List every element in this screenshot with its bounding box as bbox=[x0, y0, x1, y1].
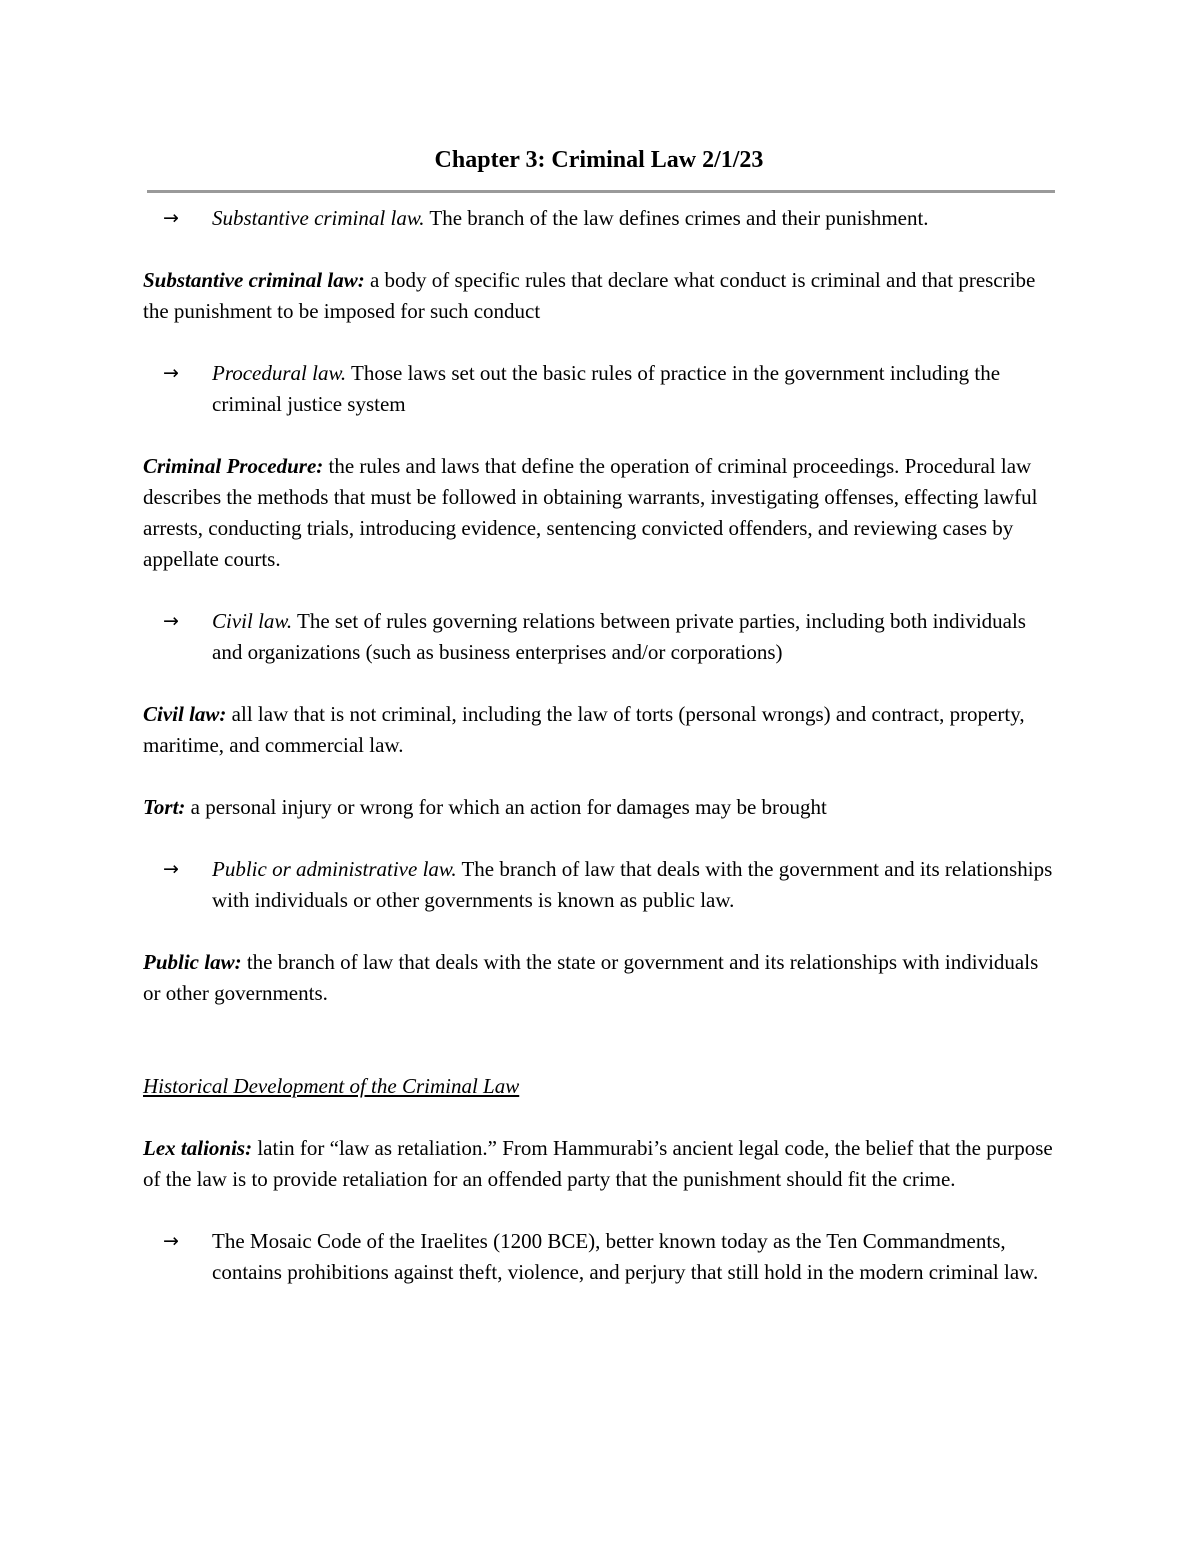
definition-term: Criminal Procedure: bbox=[143, 454, 324, 478]
bullet-substantive-law bbox=[143, 203, 1055, 234]
section-heading: Historical Development of the Criminal Law bbox=[143, 1074, 520, 1098]
arrow-bullet-icon: → bbox=[163, 858, 179, 880]
definition-term: Public law: bbox=[143, 950, 242, 974]
arrow-bullet-icon: → bbox=[163, 207, 179, 229]
bullet-text: The branch of law that deals with the government and its relationships with individuals or other governments is known as public law. bbox=[212, 857, 1053, 912]
arrow-bullet-icon: → bbox=[163, 362, 179, 384]
bullet-term: Civil law. bbox=[212, 609, 293, 633]
definition-text: a personal injury or wrong for which an action for damages may be brought bbox=[185, 795, 827, 819]
definition-tort bbox=[143, 792, 1055, 823]
definition-term: Substantive criminal law: bbox=[143, 268, 365, 292]
definition-public-law bbox=[143, 947, 1055, 1009]
definition-criminal-procedure bbox=[143, 451, 1055, 575]
bullet-text: The branch of the law defines crimes and their punishment. bbox=[424, 206, 929, 230]
definition-text: a body of specific rules that declare what conduct is criminal and that prescribe the punishment to be imposed for such conduct bbox=[143, 268, 1036, 323]
bullet-text: The Mosaic Code of the Iraelites (1200 BCE), better known today as the Ten Commandments, contains prohibitions against theft, violence, and perjury that still hold in the modern criminal law. bbox=[212, 1229, 1039, 1284]
definition-term: Lex talionis: bbox=[143, 1136, 253, 1160]
definition-lex-talionis bbox=[143, 1133, 1055, 1195]
title-divider bbox=[147, 190, 1055, 193]
definition-substantive-criminal-law bbox=[143, 265, 1055, 327]
arrow-bullet-icon: → bbox=[163, 610, 179, 632]
bullet-procedural-law bbox=[143, 358, 1055, 420]
definition-text: latin for “law as retaliation.” From Hammurabi’s ancient legal code, the belief that the purpose of the law is to provide retaliation for an offended party that the punishment should fit the crime. bbox=[143, 1136, 1053, 1191]
definition-text: the rules and laws that define the operation of criminal proceedings. Procedural law describes the methods that must be followed in obtaining warrants, investigating offenses, effecting lawful arrests, conducting trials, introducing evidence, sentencing convicted offenders, and reviewing cases by appellate courts. bbox=[143, 454, 1038, 571]
definition-term: Civil law: bbox=[143, 702, 227, 726]
bullet-term: Procedural law. bbox=[212, 361, 347, 385]
bullet-term: Public or administrative law. bbox=[212, 857, 457, 881]
bullet-mosaic-code bbox=[143, 1226, 1055, 1288]
bullet-civil-law bbox=[143, 606, 1055, 668]
definition-text: all law that is not criminal, including the law of torts (personal wrongs) and contract, property, maritime, and commercial law. bbox=[143, 702, 1025, 757]
definition-civil-law bbox=[143, 699, 1055, 761]
bullet-text: The set of rules governing relations between private parties, including both individuals and organizations (such as business enterprises and/or corporations) bbox=[212, 609, 1026, 664]
definition-term: Tort: bbox=[143, 795, 186, 819]
arrow-bullet-icon: → bbox=[163, 1230, 179, 1252]
document-page bbox=[143, 140, 1055, 1319]
definition-text: the branch of law that deals with the state or government and its relationships with individuals or other governments. bbox=[143, 950, 1039, 1005]
page-title: Chapter 3: Criminal Law 2/1/23 bbox=[434, 147, 764, 173]
bullet-term: Substantive criminal law. bbox=[212, 206, 425, 230]
bullet-public-law bbox=[143, 854, 1055, 916]
bullet-text: Those laws set out the basic rules of practice in the government including the criminal justice system bbox=[212, 361, 1001, 416]
